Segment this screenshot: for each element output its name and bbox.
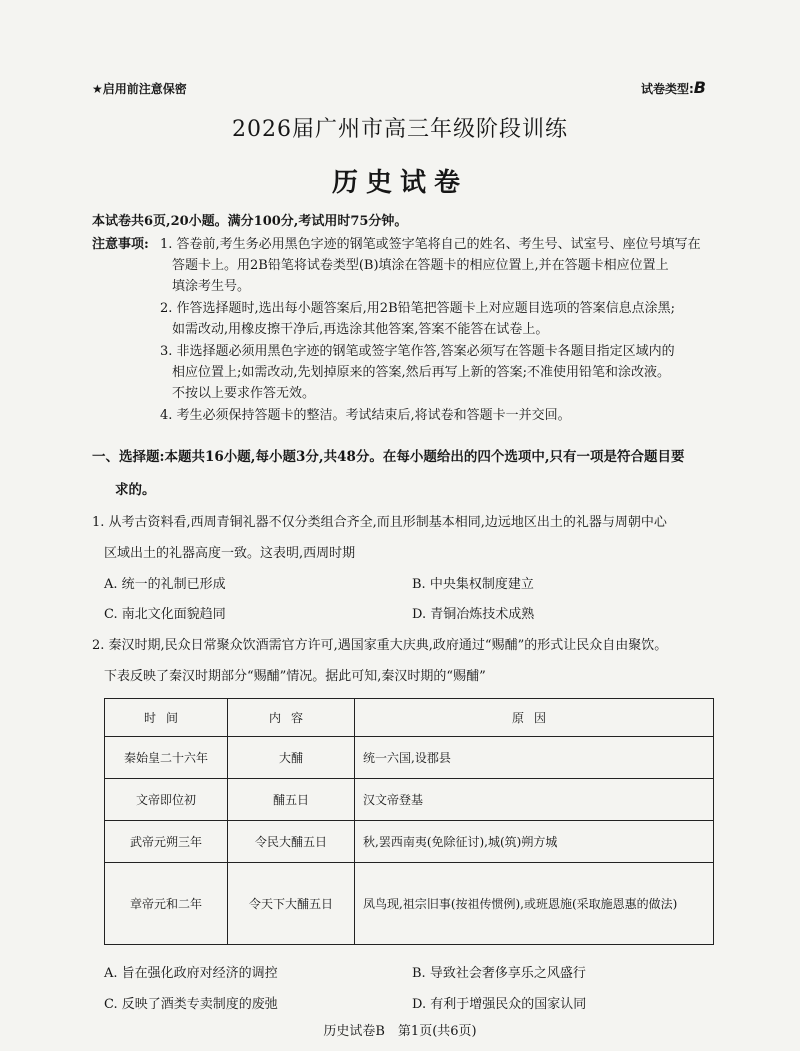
paper-type xyxy=(641,78,706,97)
cell-time: 文帝即位初 xyxy=(105,779,228,821)
q2-option-d: D. 有利于增强民众的国家认同 xyxy=(412,997,587,1012)
col-header-content: 内容 xyxy=(228,699,355,737)
notice-line: 2. 作答选择题时,选出每小题答案后,用2B铅笔把答题卡上对应题目选项的答案信息点涂黑; xyxy=(160,301,676,316)
paper-type-label: 试卷类型: xyxy=(640,82,694,96)
table-header-row xyxy=(105,699,714,737)
question-2-stem-cont: 下表反映了秦汉时期部分“赐酺”情况。据此可知,秦汉时期的“赐酺” xyxy=(104,669,486,684)
q1-option-a: A. 统一的礼制已形成 xyxy=(104,577,226,592)
section-heading-cont: 求的。 xyxy=(115,482,156,498)
subject-title: 历史试卷 xyxy=(331,168,468,198)
notice-line: 1. 答卷前,考生务必用黑色字迹的钢笔或签字笔将自己的姓名、考生号、试室号、座位号填写在 xyxy=(160,237,701,252)
col-header-time: 时间 xyxy=(105,699,228,737)
q2-option-c: C. 反映了酒类专卖制度的废弛 xyxy=(104,997,278,1012)
q1-option-b: B. 中央集权制度建立 xyxy=(412,577,534,592)
q2-option-a: A. 旨在强化政府对经济的调控 xyxy=(104,966,278,981)
table-row xyxy=(105,821,714,863)
table-row xyxy=(105,779,714,821)
question-1-stem-cont: 区域出土的礼器高度一致。这表明,西周时期 xyxy=(104,546,356,561)
question-1-stem: 1. 从考古资料看,西周青铜礼器不仅分类组合齐全,而且形制基本相同,边远地区出土的礼器与周朝中心 xyxy=(92,515,667,530)
cell-content: 大酺 xyxy=(228,737,355,779)
cell-reason: 秋,罢西南夷(免除征讨),城(筑)朔方城 xyxy=(355,821,714,863)
cell-time: 秦始皇二十六年 xyxy=(105,737,228,779)
table-row xyxy=(105,863,714,945)
question-2-stem: 2. 秦汉时期,民众日常聚众饮酒需官方许可,遇国家重大庆典,政府通过“赐酺”的形式让民众自由聚饮。 xyxy=(92,638,668,653)
notice-line: 4. 考生必须保持答题卡的整洁。考试结束后,将试卷和答题卡一并交回。 xyxy=(160,408,571,423)
col-header-reason: 原因 xyxy=(355,699,714,737)
notice-line: 不按以上要求作答无效。 xyxy=(172,386,316,401)
cell-reason: 汉文帝登基 xyxy=(355,779,714,821)
cell-time: 武帝元朔三年 xyxy=(105,821,228,863)
cell-content: 酺五日 xyxy=(228,779,355,821)
cell-time: 章帝元和二年 xyxy=(105,863,228,945)
notice-line: 填涂考生号。 xyxy=(172,279,251,294)
notice-label: 注意事项: xyxy=(92,237,149,252)
cell-content: 令天下大酺五日 xyxy=(228,863,355,945)
confidential-notice: ★启用前注意保密 xyxy=(92,82,187,96)
notice-line: 答题卡上。用2B铅笔将试卷类型(B)填涂在答题卡的相应位置上,并在答题卡相应位置上 xyxy=(172,258,669,273)
page-footer: 历史试卷B 第1页(共6页) xyxy=(323,1024,477,1039)
reward-table xyxy=(104,698,714,945)
q1-option-c: C. 南北文化面貌趋同 xyxy=(104,607,226,622)
notice-line: 如需改动,用橡皮擦干净后,再选涂其他答案,答案不能答在试卷上。 xyxy=(172,322,549,337)
table-row xyxy=(105,737,714,779)
section-heading: 一、选择题:本题共16小题,每小题3分,共48分。在每小题给出的四个选项中,只有一项是符合题目要 xyxy=(92,449,685,465)
cell-reason: 统一六国,设郡县 xyxy=(355,737,714,779)
q1-option-d: D. 青铜冶炼技术成熟 xyxy=(412,607,535,622)
notice-line: 3. 非选择题必须用黑色字迹的钢笔或签字笔作答,答案必须写在答题卡各题目指定区域内的 xyxy=(160,344,675,359)
cell-content: 令民大酺五日 xyxy=(228,821,355,863)
exam-intro: 本试卷共6页,20小题。满分100分,考试用时75分钟。 xyxy=(92,214,408,229)
notice-line: 相应位置上;如需改动,先划掉原来的答案,然后再写上新的答案;不准使用铅笔和涂改液。 xyxy=(172,365,671,380)
exam-title: 2026届广州市高三年级阶段训练 xyxy=(232,117,568,142)
cell-reason: 凤鸟现,祖宗旧事(按祖传惯例),或班恩施(采取施恩惠的做法) xyxy=(355,863,714,945)
paper-type-mark: B xyxy=(693,78,706,97)
q2-option-b: B. 导致社会奢侈享乐之风盛行 xyxy=(412,966,586,981)
